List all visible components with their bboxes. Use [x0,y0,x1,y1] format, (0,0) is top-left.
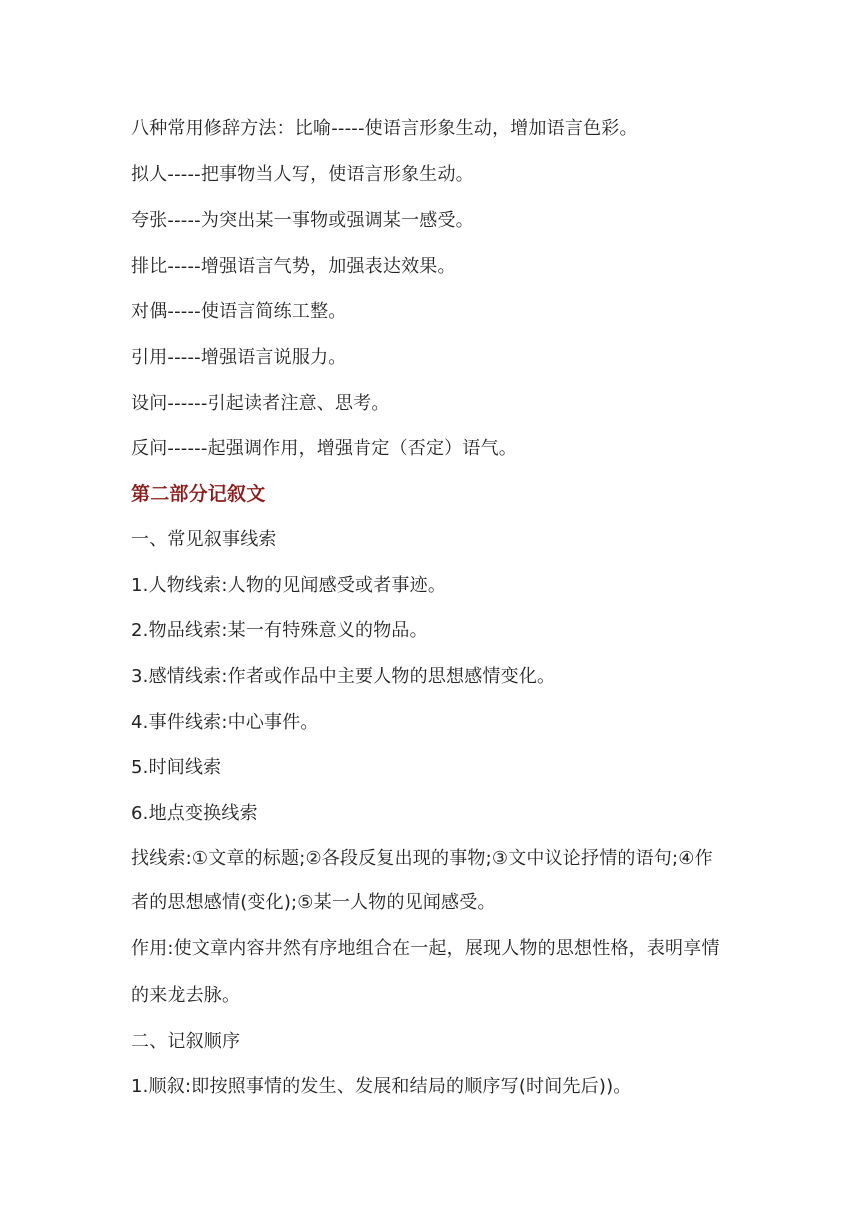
text-line: 反问------起强调作用，增强肯定（否定）语气。 [131,438,517,459]
text-line: 作用:使文章内容井然有序地组合在一起，展现人物的思想性格，表明享情 [131,938,720,959]
text-line: 2.物品线索:某一有特殊意义的物品。 [131,620,428,641]
text-line: 1.人物线索:人物的见闻感受或者事迹。 [131,575,447,596]
text-line: 1.顺叙:即按照事情的发生、发展和结局的顺序写(时间先后))。 [131,1076,632,1097]
text-line: 5.时间线索 [131,757,222,778]
text-line: 设问------引起读者注意、思考。 [131,393,390,414]
text-line: 拟人-----把事物当人写，使语言形象生动。 [131,164,474,185]
text-line: 4.事件线索:中心事件。 [131,712,319,733]
text-line: 二、记叙顺序 [131,1031,241,1052]
section-heading: 第二部分记叙文 [131,483,266,505]
text-line: 八种常用修辞方法：比喻-----使语言形象生动，增加语言色彩。 [131,118,638,139]
text-line: 引用-----增强语言说服力。 [131,347,347,368]
text-line: 夸张-----为突出某一事物或强调某一感受。 [131,210,474,231]
text-line: 找线索:①文章的标题;②各段反复出现的事物;③文中议论抒情的语句;④作 [131,848,713,869]
text-line: 一、常见叙事线索 [131,529,277,550]
text-line: 者的思想感情(变化);⑤某一人物的见闻感受。 [131,892,496,913]
text-line: 6.地点变换线索 [131,803,258,824]
text-line: 的来龙去脉。 [131,985,241,1006]
text-line: 3.感情线索:作者或作品中主要人物的思想感情变化。 [131,666,556,687]
text-line: 排比-----增强语言气势，加强表达效果。 [131,256,456,277]
text-line: 对偶-----使语言简练工整。 [131,301,347,322]
